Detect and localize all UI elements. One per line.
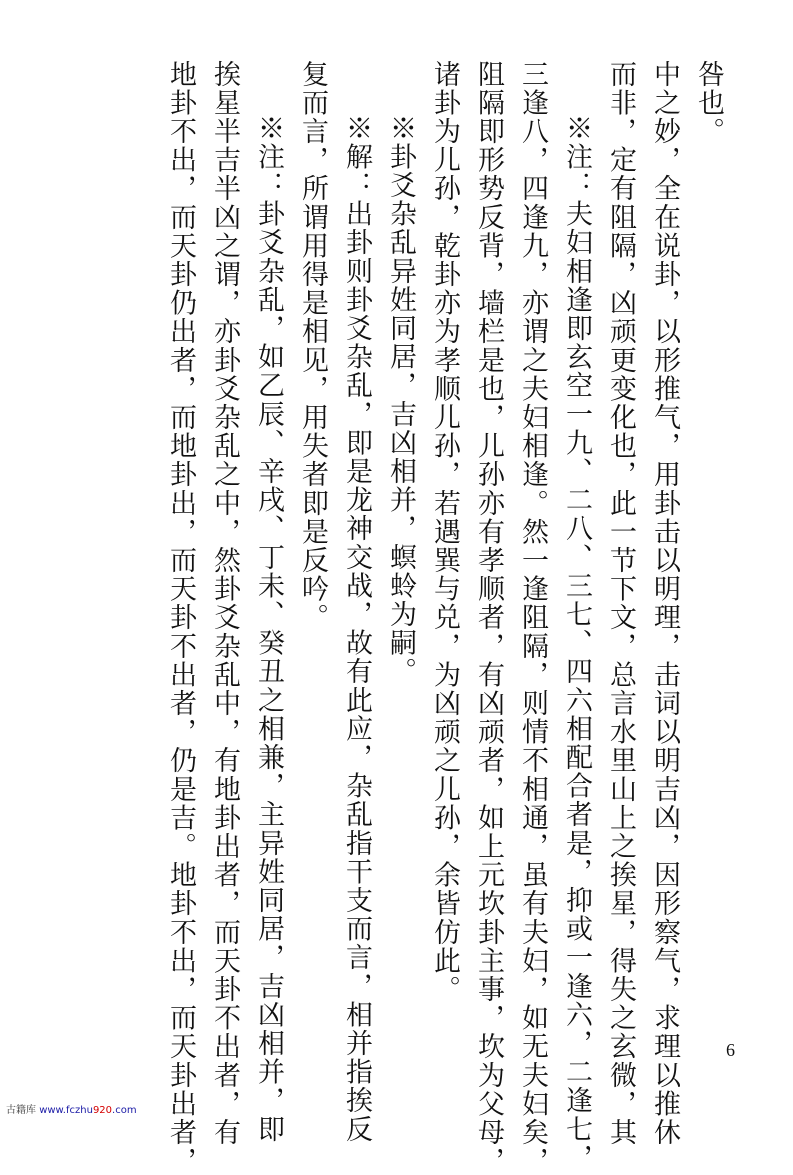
watermark-url-accent: 920 [92, 1105, 113, 1116]
text-column-1: 咎也。 [693, 60, 724, 146]
text-column-3: 而非，定有阻隔，凶顽更变化也，此一节下文，总言水里山上之挨星，得失之玄微，其 [605, 60, 636, 1147]
vertical-text-body [165, 60, 730, 1175]
text-column-7: 诸卦为儿孙，乾卦亦为孝顺儿孙，若遇巽与兑，为凶顽之儿孙，余皆仿此。 [429, 60, 460, 1004]
text-column-6: 阻隔即形势反背，墙栏是也，儿孙亦有孝顺者，有凶顽者，如上元坎卦主事，坎为父母， [473, 60, 504, 1175]
page-number: 6 [726, 1040, 735, 1060]
text-column-13: 地卦不出，而天卦仍出者，而地卦出，而天卦不出者，仍是吉。地卦不出，而天卦出者， [165, 60, 196, 1175]
text-column-11: ※注：卦爻杂乱，如乙辰、辛戌、丁未、癸丑之相兼，主异姓同居，吉凶相并，即 [253, 114, 284, 1144]
text-column-2: 中之妙，全在说卦，以形推气，用卦击以明理，击词以明吉凶，因形察气，求理以推休 [649, 60, 680, 1147]
watermark-site-name: 古籍库 [6, 1105, 36, 1116]
text-column-4: ※注：夫妇相逢即玄空一九、二八、三七、四六相配合者是，抑或一逢六，二逢七， [561, 114, 592, 1173]
text-column-12: 挨星半吉半凶之谓，亦卦爻杂乱之中，然卦爻杂乱中，有地卦出者，而天卦不出者，有 [209, 60, 240, 1147]
watermark-url-prefix: www.fczhu [39, 1105, 93, 1116]
site-watermark[interactable] [6, 1101, 137, 1116]
text-column-5: 三逢八，四逢九，亦谓之夫妇相逢。然一逢阻隔，则情不相通，虽有夫妇，如无夫妇矣， [517, 60, 548, 1175]
text-column-8: ※卦爻杂乱异姓同居，吉凶相并，螟蛉为嗣。 [385, 114, 416, 686]
text-column-10: 复而言，所谓用得是相见，用失者即是反吟。 [297, 60, 328, 632]
watermark-url-suffix: .com [112, 1105, 137, 1116]
text-column-9: ※解：出卦则卦爻杂乱，即是龙神交战，故有此应，杂乱指干支而言，相并指挨反 [341, 114, 372, 1144]
